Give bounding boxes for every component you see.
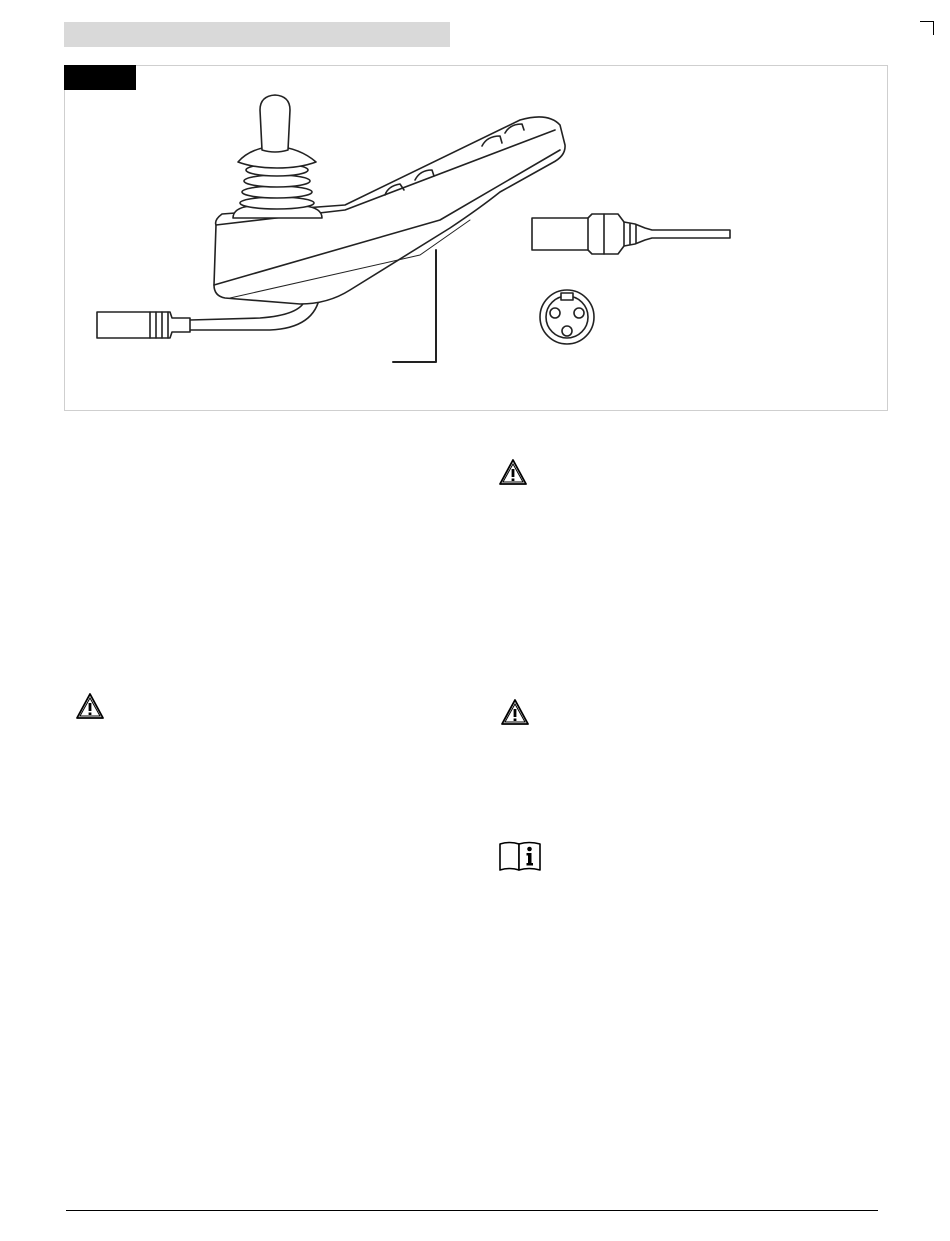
manual-info-icon	[498, 840, 542, 872]
warning-triangle-icon	[500, 698, 530, 726]
joystick-knob	[260, 95, 290, 152]
joystick-illustration	[0, 0, 950, 420]
footer-rule	[66, 1210, 878, 1211]
right-connector-side	[532, 214, 730, 254]
warning-triangle-icon	[75, 692, 105, 720]
left-connector	[97, 312, 190, 338]
warning-triangle-icon	[498, 458, 528, 486]
